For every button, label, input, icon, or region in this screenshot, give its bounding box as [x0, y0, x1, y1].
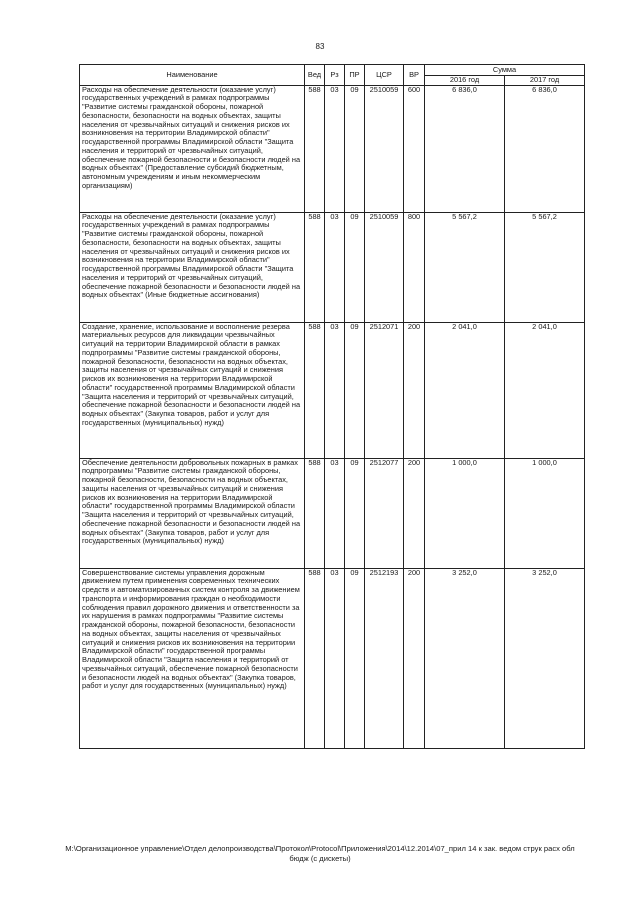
table-row	[80, 568, 585, 748]
page-number: 83	[315, 42, 325, 51]
row-name: Создание, хранение, использование и восполнение резерва материальных ресурсов для ликвидации чрезвычайных ситуаций на территории Владимирской области в рамках подпрограммы "Развитие системы гражданской обороны, пожарной безопасности, безопасности на водных объектах, защиты населения от чрезвычайных ситуаций и снижения рисков их возникновения на территории Владимирской области" государственной программы Владимирской области "Защита населения и территорий от чрезвычайных ситуаций, обеспечение пожарной безопасности и безопасности людей на водных объектах" (Закупка товаров, работ и услуг для государственных (муниципальных) нужд)	[80, 322, 305, 458]
row-ved: 588	[305, 458, 325, 568]
row-pr: 09	[345, 458, 365, 568]
row-pr: 09	[345, 568, 365, 748]
row-name: Совершенствование системы управления дорожным движением путем применения современных технических средств и автоматизированных систем контроля за движением транспорта и информирования граждан о необходимости соблюдения правил дорожного движения и ответственности за их нарушения в рамках подпрограммы "Развитие системы гражданской обороны, пожарной безопасности, безопасности на водных объектах, защиты населения от чрезвычайных ситуаций и снижения рисков их возникновения на территории Владимирской области" государственной программы Владимирской области "Защита населения и территорий от чрезвычайных ситуаций, обеспечение пожарной безопасности и безопасности людей на водных объектах" (Закупка товаров, работ и услуг для государственных (муниципальных) нужд)	[80, 568, 305, 748]
row-sum-2016: 2 041,0	[425, 322, 505, 458]
row-sum-2016: 1 000,0	[425, 458, 505, 568]
row-ved: 588	[305, 85, 325, 212]
row-ved: 588	[305, 568, 325, 748]
header-csr: ЦСР	[365, 65, 404, 86]
header-rz: Рз	[325, 65, 345, 86]
header-pr: ПР	[345, 65, 365, 86]
row-csr: 2510059	[365, 85, 404, 212]
row-ved: 588	[305, 212, 325, 322]
table-row	[80, 212, 585, 322]
header-year-2017: 2017 год	[505, 76, 585, 86]
header-year-2016: 2016 год	[425, 76, 505, 86]
table-row	[80, 85, 585, 212]
row-rz: 03	[325, 322, 345, 458]
row-sum-2017: 1 000,0	[505, 458, 585, 568]
row-vr: 600	[404, 85, 425, 212]
row-name: Обеспечение деятельности добровольных пожарных в рамках подпрограммы "Развитие системы гражданской обороны, пожарной безопасности, безопасности на водных объектах, защиты населения от чрезвычайных ситуаций и снижения рисков их возникновения на территории Владимирской области" государственной программы Владимирской области "Защита населения и территорий от чрезвычайных ситуаций, обеспечение пожарной безопасности и безопасности людей на водных объектах" (Закупка товаров, работ и услуг для государственных (муниципальных) нужд)	[80, 458, 305, 568]
row-pr: 09	[345, 85, 365, 212]
row-rz: 03	[325, 212, 345, 322]
budget-table	[79, 64, 585, 749]
row-sum-2017: 3 252,0	[505, 568, 585, 748]
file-path-footer: М:\Организационное управление\Отдел делопроизводства\Протокол\Protocol\Приложения\2014\12.2014\07_прил 14 к зак. ведом струк расх обл бюдж (с дискеты)	[65, 844, 575, 863]
row-sum-2017: 5 567,2	[505, 212, 585, 322]
row-csr: 2512071	[365, 322, 404, 458]
row-name: Расходы на обеспечение деятельности (оказание услуг) государственных учреждений в рамках подпрограммы "Развитие системы гражданской обороны, пожарной безопасности, безопасности на водных объектах, защиты населения от чрезвычайных ситуаций и снижения рисков их возникновения на территории Владимирской области" государственной программы Владимирской области "Защита населения и территорий от чрезвычайных ситуаций, обеспечение пожарной безопасности и безопасности людей на водных объектах" (Предоставление субсидий бюджетным, автономным учреждениям и иным некоммерческим организациям)	[80, 85, 305, 212]
row-csr: 2512077	[365, 458, 404, 568]
row-sum-2017: 6 836,0	[505, 85, 585, 212]
row-csr: 2512193	[365, 568, 404, 748]
row-pr: 09	[345, 322, 365, 458]
table-row	[80, 322, 585, 458]
row-rz: 03	[325, 568, 345, 748]
row-ved: 588	[305, 322, 325, 458]
row-name: Расходы на обеспечение деятельности (оказание услуг) государственных учреждений в рамках подпрограммы "Развитие системы гражданской обороны, пожарной безопасности, безопасности на водных объектах, защиты населения от чрезвычайных ситуаций и снижения рисков их возникновения на территории Владимирской области" государственной программы Владимирской области "Защита населения и территорий от чрезвычайных ситуаций, обеспечение пожарной безопасности и безопасности людей на водных объектах" (Иные бюджетные ассигнования)	[80, 212, 305, 322]
row-sum-2016: 5 567,2	[425, 212, 505, 322]
row-sum-2016: 3 252,0	[425, 568, 505, 748]
table-header-row	[80, 65, 585, 76]
row-vr: 200	[404, 458, 425, 568]
row-vr: 200	[404, 322, 425, 458]
header-sum: Сумма	[425, 65, 585, 76]
table-row	[80, 458, 585, 568]
row-sum-2016: 6 836,0	[425, 85, 505, 212]
row-rz: 03	[325, 85, 345, 212]
row-pr: 09	[345, 212, 365, 322]
row-vr: 200	[404, 568, 425, 748]
header-name: Наименование	[80, 65, 305, 86]
row-vr: 800	[404, 212, 425, 322]
row-sum-2017: 2 041,0	[505, 322, 585, 458]
row-csr: 2510059	[365, 212, 404, 322]
header-ved: Вед	[305, 65, 325, 86]
header-vr: ВР	[404, 65, 425, 86]
row-rz: 03	[325, 458, 345, 568]
